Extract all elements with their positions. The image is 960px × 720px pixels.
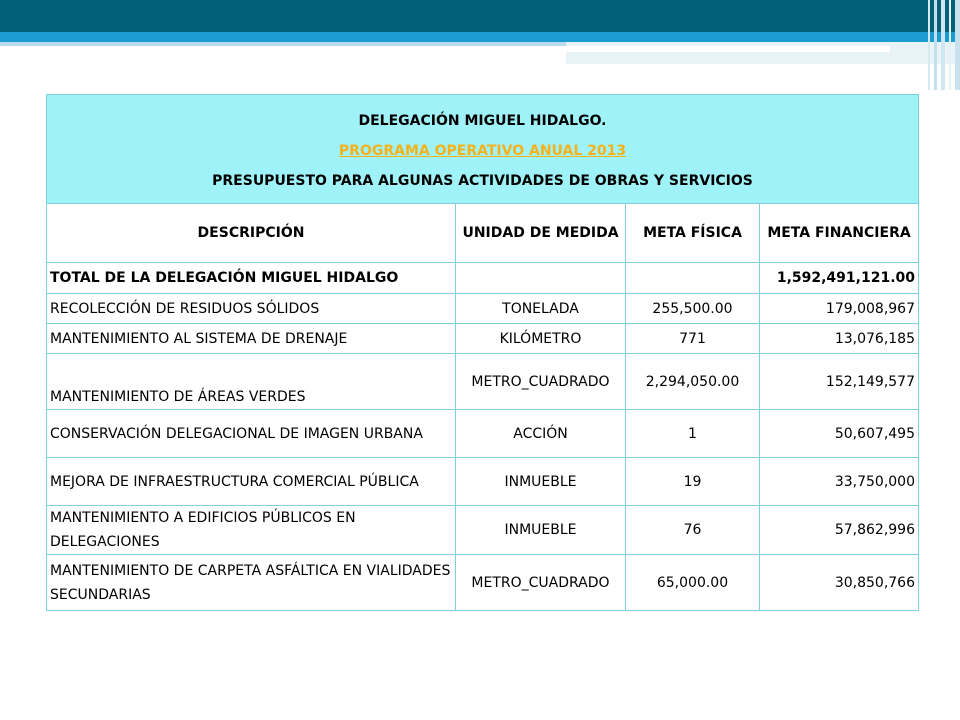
table-row	[47, 555, 919, 611]
row-physical: 255,500.00	[626, 294, 760, 324]
table-title-cell	[47, 95, 919, 204]
row-financial: 57,862,996	[760, 506, 919, 555]
row-unit: ACCIÓN	[456, 410, 626, 458]
table-title-row	[47, 95, 919, 204]
row-description: MANTENIMIENTO DE CARPETA ASFÁLTICA EN VIALIDADES SECUNDARIAS	[47, 555, 456, 611]
slide-right-stripe	[949, 0, 951, 90]
row-unit: TONELADA	[456, 294, 626, 324]
total-financial: 1,592,491,121.00	[760, 263, 919, 294]
slide-right-stripe	[928, 0, 930, 90]
row-description: RECOLECCIÓN DE RESIDUOS SÓLIDOS	[47, 294, 456, 324]
slide-right-stripe	[941, 0, 945, 90]
slide-top-bar	[0, 0, 960, 32]
row-description: MEJORA DE INFRAESTRUCTURA COMERCIAL PÚBLICA	[47, 458, 456, 506]
total-physical	[626, 263, 760, 294]
slide-right-stripe	[934, 0, 937, 90]
column-header-row	[47, 204, 919, 263]
table-row	[47, 506, 919, 555]
row-unit: INMUEBLE	[456, 458, 626, 506]
row-description: CONSERVACIÓN DELEGACIONAL DE IMAGEN URBANA	[47, 410, 456, 458]
row-physical: 2,294,050.00	[626, 354, 760, 410]
row-description: MANTENIMIENTO AL SISTEMA DE DRENAJE	[47, 324, 456, 354]
program-link[interactable]: PROGRAMA OPERATIVO ANUAL 2013	[338, 142, 627, 159]
row-description: MANTENIMIENTO A EDIFICIOS PÚBLICOS EN DELEGACIONES	[47, 506, 456, 555]
row-financial: 152,149,577	[760, 354, 919, 410]
row-financial: 13,076,185	[760, 324, 919, 354]
row-physical: 65,000.00	[626, 555, 760, 611]
budget-table	[46, 94, 919, 611]
slide-step-inner	[566, 46, 890, 52]
row-unit: METRO_CUADRADO	[456, 354, 626, 410]
row-financial: 33,750,000	[760, 458, 919, 506]
table-row	[47, 324, 919, 354]
row-physical: 1	[626, 410, 760, 458]
table-row	[47, 294, 919, 324]
total-unit	[456, 263, 626, 294]
column-header-description: DESCRIPCIÓN	[47, 204, 456, 263]
table-row	[47, 410, 919, 458]
row-financial: 30,850,766	[760, 555, 919, 611]
column-header-unit: UNIDAD DE MEDIDA	[456, 204, 626, 263]
row-description: MANTENIMIENTO DE ÁREAS VERDES	[47, 354, 456, 410]
column-header-financial-goal: META FINANCIERA	[760, 204, 919, 263]
row-unit: METRO_CUADRADO	[456, 555, 626, 611]
table-title: DELEGACIÓN MIGUEL HIDALGO.	[358, 112, 607, 129]
row-physical: 771	[626, 324, 760, 354]
row-financial: 50,607,495	[760, 410, 919, 458]
table-row	[47, 354, 919, 410]
table-subtitle: PRESUPUESTO PARA ALGUNAS ACTIVIDADES DE OBRAS Y SERVICIOS	[212, 172, 753, 189]
row-unit: INMUEBLE	[456, 506, 626, 555]
row-physical: 19	[626, 458, 760, 506]
table-row-total	[47, 263, 919, 294]
row-financial: 179,008,967	[760, 294, 919, 324]
slide-accent-band	[0, 32, 960, 42]
column-header-physical-goal: META FÍSICA	[626, 204, 760, 263]
slide-right-stripe	[955, 0, 960, 90]
row-physical: 76	[626, 506, 760, 555]
table-row	[47, 458, 919, 506]
total-description: TOTAL DE LA DELEGACIÓN MIGUEL HIDALGO	[47, 263, 456, 294]
row-unit: KILÓMETRO	[456, 324, 626, 354]
